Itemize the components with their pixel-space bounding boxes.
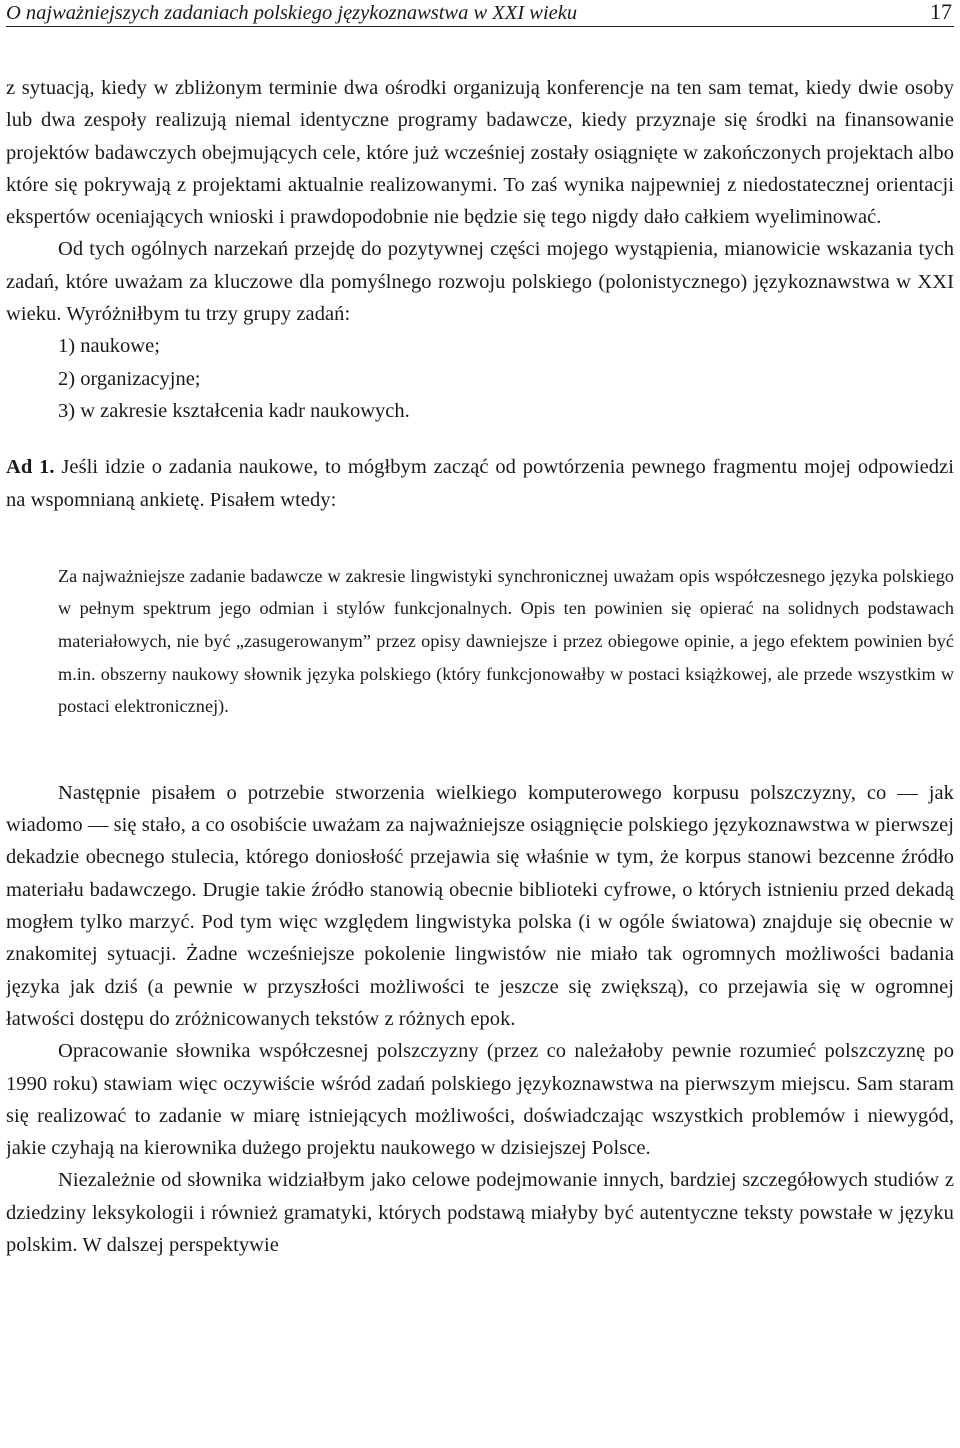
ad-text: Jeśli idzie o zadania naukowe, to mógłbym zacząć od powtórzenia pewnego fragmentu mojej odpowiedzi na wspomnianą ankietę. Pisałem wtedy: [6,456,954,511]
document-page [6,0,954,1448]
block-quote: Za najważniejsze zadanie badawcze w zakresie lingwistyki synchronicznej uważam opis współczesnego języka polskiego w pełnym spektrum jego odmian i stylów funkcjonalnych. Opis ten powinien się opierać na solidnych podstawach materiałowych, nie być „zasugerowanym” przez opisy dawniejsze i przez obiegowe opinie, a jego efektem powinien być m.in. obszerny naukowy słownik języka polskiego (który funkcjonowałby w postaci książkowej, ale przede wszystkim w postaci elektronicznej). [58,565,954,717]
list-item: 1) naukowe; [58,335,160,358]
running-title: O najważniejszych zadaniach polskiego językoznawstwa w XXI wieku [6,2,578,24]
page-number: 17 [930,0,952,24]
paragraph-4: Opracowanie słownika współczesnej polszczyzny (przez co należałoby pewnie rozumieć polszczyznę po 1990 roku) stawiam więc oczywiście wśród zadań polskiego językoznawstwa na pierwszym miejscu. Sam staram się realizować to zadanie w miarę istniejących możliwości, doświadczając wszystkich problemów i niewygód, jakie czyhają na kierownika dużego projektu naukowego w dzisiejszej Polsce. [6,1040,954,1160]
ad-label: Ad 1. [6,456,55,479]
running-header [6,0,954,27]
list-item: 2) organizacyjne; [58,367,201,390]
page-body [6,72,954,1261]
paragraph-5: Niezależnie od słownika widziałbym jako celowe podejmowanie innych, bardziej szczegółowych studiów z dziedziny leksykologii i również gramatyki, których podstawą miałyby być autentyczne teksty powstałe w języku polskim. W dalszej perspektywie [6,1169,954,1256]
list-item: 3) w zakresie kształcenia kadr naukowych. [58,399,410,422]
paragraph-2: Od tych ogólnych narzekań przejdę do pozytywnej części mojego wystąpienia, mianowicie wskazania tych zadań, które uważam za kluczowe dla pomyślnego rozwoju polskiego (polonistycznego) językoznawstwa w XXI wieku. Wyróżniłbym tu trzy grupy zadań: [6,238,954,326]
ad-1-paragraph [6,451,954,516]
task-group-list [6,330,954,427]
paragraph-1: z sytuacją, kiedy w zbliżonym terminie dwa ośrodki organizują konferencje na ten sam temat, kiedy dwie osoby lub dwa zespoły realizują niemal identyczne programy badawcze, kiedy przyznaje się środki na finansowanie projektów badawczych obejmujących cele, które już wcześniej zostały osiągnięte w zakończonych projektach albo które się pokrywają z projektami aktualnie realizowanymi. To zaś wynika najpewniej z niedostatecznej orientacji ekspertów oceniających wnioski i prawdopodobnie nie będzie się tego nigdy dało całkiem wyeliminować. [6,77,954,229]
paragraph-3: Następnie pisałem o potrzebie stworzenia wielkiego komputerowego korpusu polszczyzny, co — jak wiadomo — się stało, a co osobiście uważam za najważniejsze osiągnięcie polskiego językoznawstwa w pierwszej dekadzie obecnego stulecia, którego doniosłość przejawia się właśnie w tym, że korpus stanowi bezcenne źródło materiału badawczego. Drugie takie źródło stanowią obecnie biblioteki cyfrowe, o których istnieniu przed dekadą mogłem tylko marzyć. Pod tym więc względem lingwistyka polska (i w ogóle światowa) znajduje się obecnie w znakomitej sytuacji. Żadne wcześniejsze pokolenie lingwistów nie miało tak ogromnych możliwości badania języka jak dziś (a pewnie w przyszłości możliwości te jeszcze się zwiększą), co przejawia się w ogromnej łatwości dostępu do zróżnicowanych tekstów z różnych epok. [6,781,954,1030]
